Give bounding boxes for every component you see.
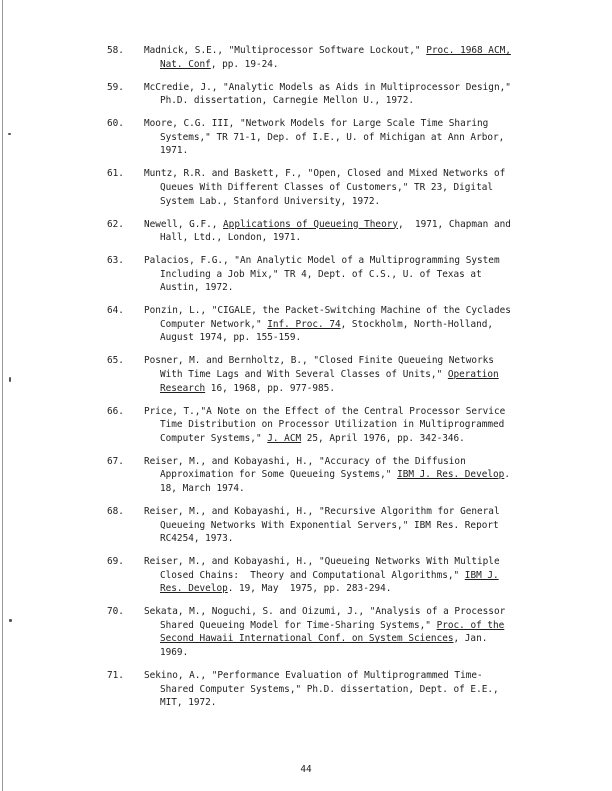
reference-line: [144, 167, 592, 181]
reference-number: 62.: [107, 218, 124, 230]
reference-line: [144, 368, 592, 382]
reference-line: [144, 619, 592, 633]
reference-line: [144, 382, 592, 396]
reference-text: Reiser, M., and Kobayashi, H., "Accuracy of the Diffusion: [144, 455, 466, 467]
reference-text: Madnick, S.E., "Multiprocessor Software Lockout,": [144, 45, 427, 56]
reference-text: Sekino, A., "Performance Evaluation of Multiprogrammed Time-: [144, 670, 483, 682]
reference-line: [144, 468, 592, 482]
reference-line: [144, 58, 592, 72]
reference-text: , Stockholm, North-Holland,: [340, 318, 494, 330]
reference-text: Hall, Ltd., London, 1971.: [160, 232, 302, 244]
reference-list: [107, 44, 592, 719]
reference-line: [144, 144, 592, 158]
reference-text: 1971.: [160, 145, 189, 157]
underlined-title: Proc. of the: [436, 619, 505, 631]
underlined-title: IBM J. Res. Develop: [397, 469, 505, 481]
reference-line: [144, 81, 592, 95]
reference-entry: [107, 455, 592, 496]
reference-text: With Time Lags and With Several Classes of Units,": [160, 369, 448, 381]
reference-number: 65.: [107, 355, 124, 367]
reference-entry: [107, 117, 592, 158]
reference-text: 25, April 1976, pp. 342-346.: [301, 432, 465, 444]
reference-line: [144, 331, 592, 345]
reference-line: [144, 131, 592, 145]
reference-text: Including a Job Mix," TR 4, Dept. of C.S., U. of Texas at: [160, 268, 482, 280]
reference-line: [144, 605, 592, 619]
reference-number: 59.: [107, 81, 124, 93]
reference-number: 61.: [107, 168, 124, 180]
reference-line: [144, 432, 592, 446]
page-number: 44: [300, 764, 312, 775]
reference-text: Computer Network,": [160, 318, 268, 330]
reference-entry: [107, 405, 592, 446]
reference-text: Closed Chains: Theory and Computational Algorithms,": [160, 569, 465, 581]
reference-text: Posner, M. and Bernholtz, B., "Closed Finite Queueing Networks: [144, 355, 494, 367]
reference-entry: [107, 555, 592, 596]
reference-number: 66.: [107, 405, 124, 417]
reference-text: Time Distribution on Processor Utilization in Multiprogrammed: [160, 419, 505, 431]
reference-text: Queueing Networks With Exponential Servers," IBM Res. Report: [160, 519, 499, 531]
reference-text: Ponzin, L., "CIGALE, the Packet-Switching Machine of the Cyclades: [144, 305, 511, 317]
reference-line: [144, 532, 592, 546]
scan-speck: [9, 619, 12, 622]
reference-line: [144, 482, 592, 496]
reference-number: 69.: [107, 556, 124, 568]
reference-line: [144, 555, 592, 569]
reference-line: [144, 632, 592, 646]
page-edge-rule: [2, 0, 3, 791]
reference-text: , pp. 19-24.: [210, 58, 279, 70]
reference-text: RC4254, 1973.: [160, 533, 234, 545]
reference-line: [144, 505, 592, 519]
reference-entry: [107, 254, 592, 295]
reference-line: [144, 582, 592, 596]
scan-speck: [8, 133, 11, 135]
reference-text: 1969.: [160, 647, 189, 659]
reference-text: , Jan.: [453, 633, 488, 645]
reference-text: 16, 1968, pp. 977-985.: [205, 382, 335, 394]
underlined-title: J. ACM: [267, 432, 302, 444]
reference-number: 64.: [107, 305, 124, 317]
reference-number: 67.: [107, 455, 124, 467]
reference-number: 70.: [107, 606, 124, 618]
reference-line: [144, 231, 592, 245]
reference-line: [144, 44, 592, 58]
reference-entry: [107, 669, 592, 710]
reference-line: [144, 455, 592, 469]
reference-number: 63.: [107, 255, 124, 267]
reference-text: Computer Systems,": [160, 432, 268, 444]
underlined-title: Research: [160, 382, 206, 394]
reference-entry: [107, 167, 592, 208]
reference-entry: [107, 44, 592, 71]
reference-entry: [107, 81, 592, 108]
reference-text: Austin, 1972.: [160, 282, 234, 294]
reference-text: Reiser, M., and Kobayashi, H., "Recursive Algorithm for General: [144, 505, 500, 517]
reference-text: Shared Computer Systems," Ph.D. dissertation, Dept. of E.E.,: [160, 683, 499, 695]
reference-text: Price, T.,"A Note on the Effect of the Central Processor Service: [144, 405, 506, 417]
reference-line: [144, 195, 592, 209]
reference-line: [144, 304, 592, 318]
reference-text: .: [504, 469, 510, 481]
reference-number: 58.: [107, 45, 124, 56]
reference-text: MIT, 1972.: [160, 697, 217, 709]
underlined-title: Res. Develop: [160, 583, 228, 595]
scan-speck: [9, 377, 11, 382]
reference-line: [144, 181, 592, 195]
reference-text: Systems," TR 71-1, Dep. of I.E., U. of Michigan at Ann Arbor,: [160, 131, 505, 143]
reference-text: Newell, G.F.,: [144, 218, 224, 230]
reference-line: [144, 405, 592, 419]
reference-number: 60.: [107, 118, 124, 130]
reference-text: Reiser, M., and Kobayashi, H., "Queueing Networks With Multiple: [144, 556, 500, 568]
reference-entry: [107, 354, 592, 395]
reference-text: Palacios, F.G., "An Analytic Model of a Multiprogramming System: [144, 255, 500, 267]
reference-text: Queues With Different Classes of Customers," TR 23, Digital: [160, 181, 494, 193]
reference-text: Moore, C.G. III, "Network Models for Large Scale Time Sharing: [144, 118, 489, 130]
reference-text: Muntz, R.R. and Baskett, F., "Open, Closed and Mixed Networks of: [144, 168, 506, 180]
reference-line: [144, 117, 592, 131]
underlined-title: IBM J.: [464, 569, 499, 581]
reference-line: [144, 268, 592, 282]
reference-line: [144, 646, 592, 660]
reference-text: Approximation for Some Queueing Systems,": [160, 469, 398, 481]
reference-line: [144, 418, 592, 432]
reference-text: System Lab., Stanford University, 1972.: [160, 195, 381, 207]
reference-text: , 1971, Chapman and: [398, 218, 511, 230]
reference-text: Sekata, M., Noguchi, S. and Oizumi, J., "Analysis of a Processor: [144, 606, 506, 618]
underlined-title: Operation: [447, 369, 499, 381]
reference-text: . 19, May 1975, pp. 283-294.: [227, 583, 392, 595]
reference-entry: [107, 218, 592, 245]
underlined-title: Second Hawaii International Conf. on System Sciences: [160, 633, 454, 645]
reference-line: [144, 683, 592, 697]
underlined-title: Nat. Conf: [160, 58, 211, 70]
reference-entry: [107, 505, 592, 546]
reference-text: Shared Queueing Model for Time-Sharing Systems,": [160, 619, 437, 631]
reference-entry: [107, 605, 592, 659]
reference-line: [144, 669, 592, 683]
underlined-title: Applications of Queueing Theory: [223, 218, 399, 230]
underlined-title: Inf. Proc. 74: [267, 318, 341, 330]
reference-line: [144, 318, 592, 332]
reference-line: [144, 281, 592, 295]
reference-line: [144, 94, 592, 108]
reference-entry: [107, 304, 592, 345]
reference-text: 18, March 1974.: [160, 482, 245, 494]
reference-text: McCredie, J., "Analytic Models as Aids in Multiprocessor Design,": [144, 81, 511, 93]
reference-line: [144, 354, 592, 368]
reference-text: August 1974, pp. 155-159.: [160, 332, 302, 344]
reference-line: [144, 696, 592, 710]
underlined-title: Proc. 1968 ACM,: [426, 45, 511, 56]
reference-line: [144, 254, 592, 268]
reference-text: Ph.D. dissertation, Carnegie Mellon U., 1972.: [160, 95, 414, 107]
reference-number: 68.: [107, 505, 124, 517]
reference-line: [144, 569, 592, 583]
reference-line: [144, 519, 592, 533]
reference-line: [144, 218, 592, 232]
reference-number: 71.: [107, 670, 124, 682]
